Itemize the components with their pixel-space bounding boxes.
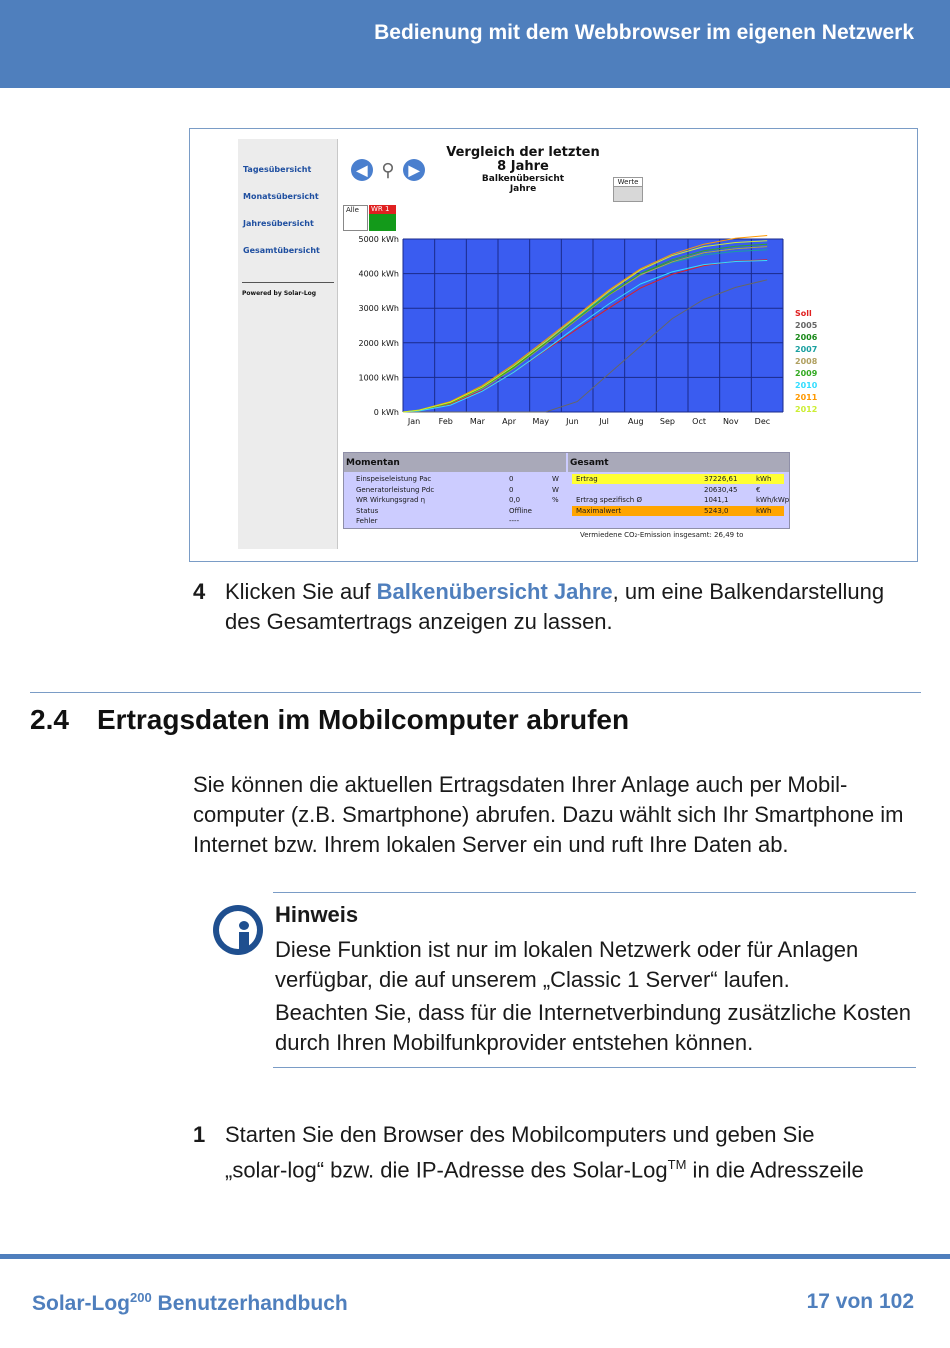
sidebar-divider — [242, 282, 334, 283]
sidebar-item-monatsuebersicht[interactable]: Monatsübersicht — [243, 192, 319, 201]
momentan-header: Momentan — [344, 453, 566, 472]
momentan-unit: W — [552, 485, 559, 494]
co2-emission-note: Vermiedene CO₂-Emission insgesamt: 26,49 to — [580, 531, 744, 539]
x-tick-label: Dec — [754, 417, 771, 426]
chart-title-years: 8 Jahre — [497, 159, 549, 174]
gesamt-unit: kWh — [756, 506, 772, 515]
chart-title: Vergleich der letzten — [446, 145, 600, 160]
momentan-label: WR Wirkungsgrad η — [356, 496, 426, 504]
note-title: Hinweis — [275, 902, 359, 927]
step-text-post: , um eine Balkendarstellung des Gesamtertrags anzeigen zu lassen. — [225, 579, 885, 634]
momentan-value: Offline — [509, 506, 532, 515]
y-tick-label: 3000 kWh — [358, 304, 399, 314]
momentan-label: Einspeiseleistung Pac — [356, 475, 432, 483]
yield-comparison-chart — [343, 231, 818, 451]
legend-entry: 2008 — [795, 357, 818, 366]
x-tick-label: Mar — [469, 417, 485, 426]
gesamt-label: Ertrag — [576, 475, 598, 483]
toggle-wr1[interactable] — [369, 205, 396, 214]
momentan-unit: W — [552, 475, 559, 483]
section-rule — [30, 692, 921, 693]
footer-rule — [0, 1254, 950, 1259]
momentan-label: Status — [356, 506, 379, 515]
momentan-value: ---- — [509, 517, 520, 525]
y-tick-label: 4000 kWh — [358, 269, 399, 279]
legend-entry: 2012 — [795, 405, 818, 414]
legend-entry: 2010 — [795, 381, 818, 390]
balkenuebersicht-jahre-link: Balkenübersicht Jahre — [376, 579, 613, 604]
step-number: 4 — [193, 579, 206, 604]
momentan-value: 0,0 — [509, 496, 521, 504]
arrow-left-icon[interactable]: ◀ — [351, 159, 373, 181]
toggle-wr1-label: WR 1 — [371, 205, 390, 213]
section-title: Ertragsdaten im Mobilcomputer abrufen — [97, 704, 630, 735]
note-paragraph-2: Beachten Sie, dass für die Internetverbindung zusätzliche Kosten durch Ihren Mobilfunkprovider entstehen können. — [275, 1000, 911, 1055]
section-number: 2.4 — [30, 704, 69, 735]
footer-product-sup: 200 — [130, 1290, 152, 1305]
legend-entry: 2007 — [795, 345, 818, 354]
step-line-2 — [225, 1150, 915, 1185]
gesamt-unit: kWh — [756, 475, 772, 483]
header-title: Bedienung mit dem Webbrowser im eigenen Netzwerk — [374, 21, 914, 44]
gesamt-header: Gesamt — [568, 453, 789, 472]
legend-entry: 2009 — [795, 369, 818, 378]
legend-entry: 2006 — [795, 333, 818, 342]
solarlog-web-ui — [238, 139, 818, 549]
gesamt-label: Ertrag spezifisch Ø — [576, 496, 642, 504]
trademark-sup: TM — [667, 1157, 687, 1172]
step-text — [225, 577, 915, 637]
gesamt-row — [572, 474, 784, 484]
momentan-value: 0 — [509, 485, 514, 494]
x-tick-label: Nov — [722, 417, 739, 426]
y-tick-label: 2000 kWh — [358, 338, 399, 348]
step-number: 1 — [193, 1122, 206, 1147]
y-tick-label: 0 kWh — [373, 408, 399, 417]
magnifier-icon[interactable]: ⚲ — [381, 160, 395, 180]
arrow-right-icon[interactable]: ▶ — [403, 159, 425, 181]
x-tick-label: Oct — [692, 417, 707, 426]
note-rule-bottom — [273, 1067, 916, 1068]
status-table — [343, 452, 790, 529]
x-tick-label: Jul — [599, 417, 609, 426]
legend-entry: 2005 — [795, 321, 818, 330]
sidebar-item-tagesuebersicht[interactable]: Tagesübersicht — [243, 165, 312, 174]
x-tick-label: Jan — [407, 417, 421, 426]
step-line-2-post: in die Adresszeile — [686, 1157, 864, 1183]
y-tick-label: 5000 kWh — [358, 235, 399, 244]
footer-product-suffix: Benutzerhandbuch — [151, 1292, 348, 1315]
toggle-wr1-color[interactable] — [369, 214, 396, 231]
note-rule-top — [273, 892, 916, 893]
gesamt-unit: € — [756, 485, 761, 494]
nav-controls — [351, 159, 431, 183]
info-icon — [213, 905, 263, 955]
gesamt-row — [572, 485, 784, 495]
y-tick-label: 1000 kWh — [358, 373, 399, 383]
sidebar-item-gesamtuebersicht[interactable]: Gesamtübersicht — [243, 246, 320, 255]
werte-button[interactable] — [613, 177, 643, 202]
momentan-value: 0 — [509, 475, 514, 483]
screenshot-figure — [189, 128, 918, 562]
gesamt-value: 20630,45 — [704, 485, 738, 494]
gesamt-unit: kWh/kWp — [756, 496, 790, 504]
sidebar — [238, 139, 338, 549]
werte-button-label: Werte — [614, 178, 642, 187]
toggle-all[interactable] — [343, 205, 368, 231]
intro-paragraph: Sie können die aktuellen Ertragsdaten Ihrer Anlage auch per Mobil-computer (z.B. Smartphone) abrufen. Dazu wählt sich Ihr Smartphone im Internet bzw. Ihrem lokalen Server ein und ruft Ihre Daten ab. — [193, 772, 904, 857]
momentan-label: Fehler — [356, 517, 378, 525]
x-tick-label: Aug — [627, 417, 644, 426]
chart-subtitle: Balkenübersicht — [481, 174, 565, 184]
legend-entry: 2011 — [795, 393, 818, 402]
footer-product — [32, 1290, 348, 1316]
step-text-pre: Klicken Sie auf — [225, 579, 377, 604]
chart-subtitle-years: Jahre — [509, 184, 537, 194]
x-tick-label: Jun — [566, 417, 579, 426]
step-text — [225, 1120, 915, 1185]
gesamt-label: Maximalwert — [576, 506, 622, 515]
step-line-2-pre: „solar-log“ bzw. die IP-Adresse des Solar-Log — [225, 1157, 668, 1183]
gesamt-value: 37226,61 — [704, 475, 738, 483]
momentan-unit: % — [552, 496, 559, 504]
sidebar-item-jahresuebersicht[interactable]: Jahresübersicht — [243, 219, 314, 228]
x-tick-label: Sep — [659, 417, 675, 426]
page-header — [0, 0, 950, 88]
series-toggles — [343, 205, 403, 231]
toggle-all-label: Alle — [346, 206, 359, 214]
gesamt-value: 5243,0 — [704, 506, 729, 515]
powered-by-label: Powered by Solar-Log — [242, 290, 317, 297]
x-tick-label: Feb — [438, 417, 453, 426]
x-tick-label: May — [532, 417, 550, 426]
footer-product-name: Solar-Log — [32, 1292, 130, 1315]
note-paragraph-1: Diese Funktion ist nur im lokalen Netzwerk oder für Anlagen verfügbar, die auf unserem „Classic 1 Server“ laufen. — [275, 937, 859, 992]
x-tick-label: Apr — [502, 417, 517, 426]
section-heading — [30, 704, 629, 736]
chart-title-block — [428, 146, 618, 194]
gesamt-value: 1041,1 — [704, 496, 729, 504]
step-line-1: Starten Sie den Browser des Mobilcomputers und geben Sie — [225, 1122, 815, 1147]
legend-entry: Soll — [795, 309, 812, 318]
momentan-label: Generatorleistung Pdc — [356, 485, 435, 494]
page-number: 17 von 102 — [806, 1290, 914, 1313]
